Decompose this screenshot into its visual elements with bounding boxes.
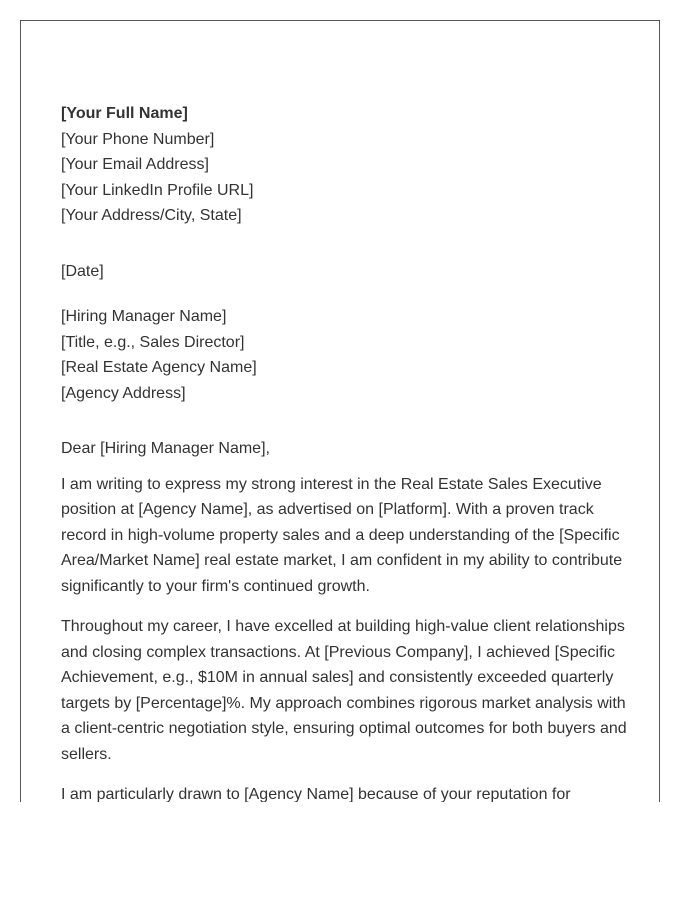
recipient-name: [Hiring Manager Name] bbox=[61, 308, 227, 325]
letter-date: [Date] bbox=[61, 262, 104, 280]
body-paragraph-3: I am particularly drawn to [Agency Name] because of your reputation for bbox=[61, 786, 571, 802]
sender-address: [Your Address/City, State] bbox=[61, 207, 242, 224]
letter-content bbox=[61, 101, 631, 802]
sender-linkedin: [Your LinkedIn Profile URL] bbox=[61, 181, 254, 199]
recipient-block bbox=[61, 304, 631, 406]
sender-block bbox=[61, 101, 631, 229]
recipient-title: [Title, e.g., Sales Director] bbox=[61, 333, 245, 351]
sender-phone: [Your Phone Number] bbox=[61, 130, 215, 148]
recipient-address: [Agency Address] bbox=[61, 384, 186, 402]
recipient-agency: [Real Estate Agency Name] bbox=[61, 359, 257, 376]
letter-page bbox=[20, 20, 660, 802]
body-paragraph-2: Throughout my career, I have excelled at building high-value client relationships and closing complex transactions. At [Previous Company], I achieved [Specific Achievement, e.g., $10M in annual sales] and consistently exceeded quarterly targets by [Percentage]%. My approach combines rigorous market analysis with a client-centric negotiation style, ensuring optimal outcomes for both buyers and sellers. bbox=[61, 618, 627, 763]
salutation-text: Dear [Hiring Manager Name], bbox=[61, 440, 270, 457]
sender-name: [Your Full Name] bbox=[61, 105, 188, 122]
sender-email: [Your Email Address] bbox=[61, 156, 209, 173]
body-paragraph-1: I am writing to express my strong interest in the Real Estate Sales Executive position at [Agency Name], as advertised on [Platform]. With a proven track record in high-volume property sales and a deep understanding of the [Specific Area/Market Name] real estate market, I am confident in my ability to contribute significantly to your firm's continued growth. bbox=[61, 475, 623, 595]
salutation bbox=[61, 436, 631, 462]
date-block bbox=[61, 259, 631, 285]
